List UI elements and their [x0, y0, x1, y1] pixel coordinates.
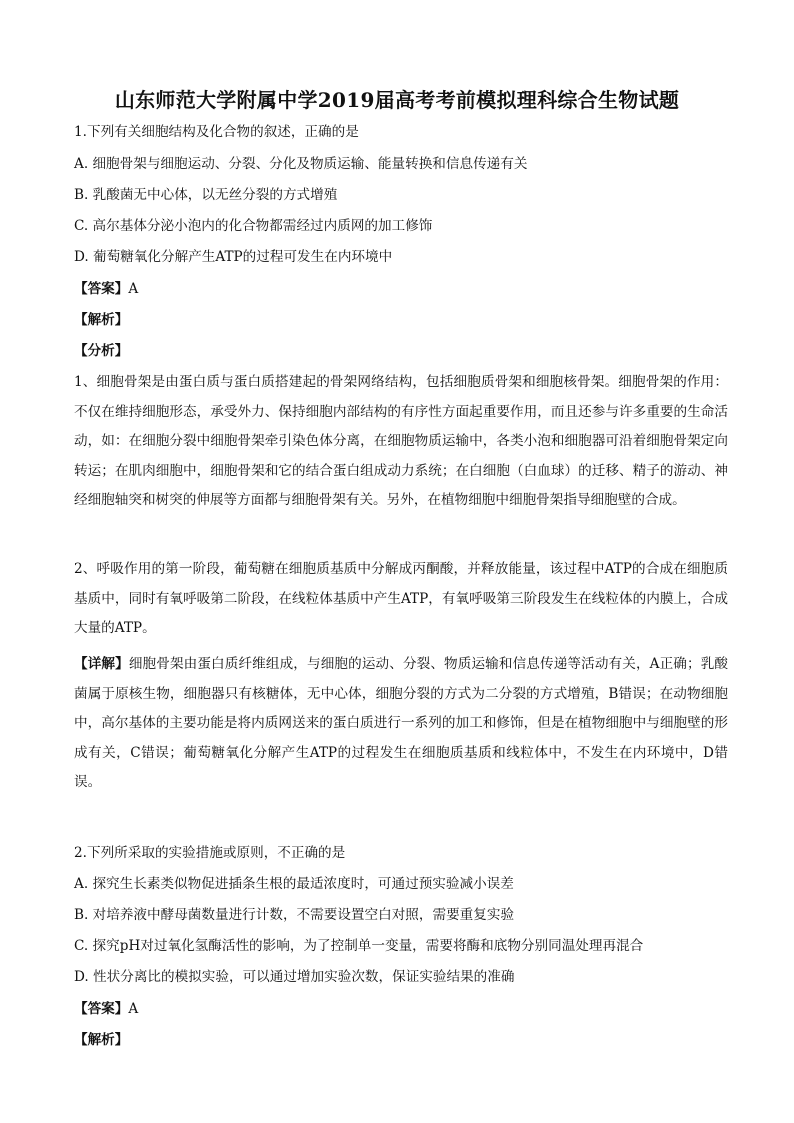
- analysis-tag: 【解析】: [74, 312, 129, 328]
- question-1-option-c: C. 高尔基体分泌小泡内的化合物都需经过内质网的加工修饰: [74, 218, 433, 234]
- question-2-option-d: D. 性状分离比的模拟实验，可以通过增加实验次数，保证实验结果的准确: [74, 969, 515, 985]
- question-2-option-c: C. 探究pH对过氧化氢酶活性的影响，为了控制单一变量，需要将酶和底物分别同温处理再混合: [74, 938, 644, 954]
- question-1-stem: 1.下列有关细胞结构及化合物的叙述，正确的是: [74, 124, 359, 140]
- question-1-option-a: A. 细胞骨架与细胞运动、分裂、分化及物质运输、能量转换和信息传递有关: [74, 156, 528, 172]
- question-2-answer: [74, 999, 734, 1019]
- question-2-analysis-tag: [74, 1030, 734, 1050]
- analysis-tag: 【解析】: [74, 1032, 129, 1048]
- question-2-option-a: A. 探究生长素类似物促进插条生根的最适浓度时，可通过预实验减小误差: [74, 876, 514, 892]
- question-2-option-b: B. 对培养液中酵母菌数量进行计数，不需要设置空白对照，需要重复实验: [74, 907, 515, 923]
- question-1-fenxi-point-1: 1、细胞骨架是由蛋白质与蛋白质搭建起的骨架网络结构，包括细胞质骨架和细胞核骨架。细胞骨架的作用：不仅在维持细胞形态，承受外力、保持细胞内部结构的有序性方面起重要作用，而且还参与许多重要的生命活动，如：在细胞分裂中细胞骨架牵引染色体分离，在细胞物质运输中，各类小泡和细胞器可沿着细胞骨架定向转运；在肌肉细胞中，细胞骨架和它的结合蛋白组成动力系统；在白细胞（白血球）的迁移、精子的游动、神经细胞轴突和树突的伸展等方面都与细胞骨架有关。另外，在植物细胞中细胞骨架指导细胞壁的合成。: [74, 374, 728, 509]
- question-1-analysis-tag: [74, 310, 734, 330]
- answer-value: A: [128, 281, 139, 297]
- question-2-stem: 2.下列所采取的实验措施或原则，不正确的是: [74, 845, 346, 861]
- question-1-answer: [74, 279, 734, 299]
- detail-tag: 【详解】: [74, 656, 129, 672]
- question-1-option-b: B. 乳酸菌无中心体，以无丝分裂的方式增殖: [74, 187, 338, 203]
- answer-tag: 【答案】: [74, 281, 129, 297]
- answer-value: A: [128, 1001, 139, 1017]
- question-1-fenxi-point-2: 2、呼吸作用的第一阶段，葡萄糖在细胞质基质中分解成丙酮酸，并释放能量，该过程中ATP的合成在细胞质基质中，同时有氧呼吸第二阶段，在线粒体基质中产生ATP，有氧呼吸第三阶段发生在线粒体的内膜上，合成大量的ATP。: [74, 561, 728, 637]
- detail-text: 细胞骨架由蛋白质纤维组成，与细胞的运动、分裂、物质运输和信息传递等活动有关，A正确；乳酸菌属于原核生物，细胞器只有核糖体，无中心体，细胞分裂的方式为二分裂的方式增殖，B错误；在动物细胞中，高尔基体的主要功能是将内质网送来的蛋白质进行一系列的加工和修饰，但是在植物细胞中与细胞壁的形成有关，C错误；葡萄糖氧化分解产生ATP的过程发生在细胞质基质和线粒体中，不发生在内环境中，D错误。: [74, 656, 728, 791]
- fenxi-tag: 【分析】: [74, 343, 129, 359]
- page-title: 山东师范大学附属中学2019届高考考前模拟理科综合生物试题: [114, 88, 680, 112]
- question-1-detail: [74, 650, 728, 798]
- question-1-option-d: D. 葡萄糖氧化分解产生ATP的过程可发生在内环境中: [74, 249, 393, 265]
- answer-tag: 【答案】: [74, 1001, 129, 1017]
- question-1-fenxi-tag: [74, 341, 734, 361]
